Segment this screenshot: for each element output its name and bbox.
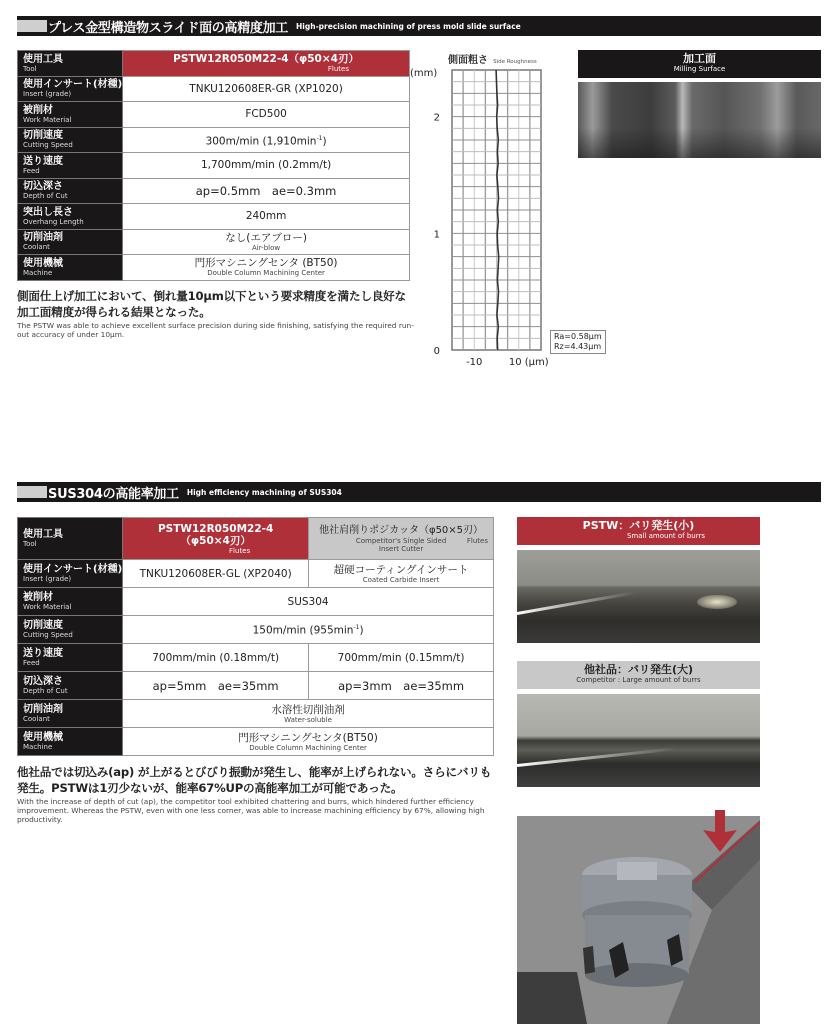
table-row (18, 76, 410, 102)
label-en: Feed (23, 166, 40, 175)
value-text (123, 108, 409, 120)
value-text (123, 257, 409, 269)
pstw-tool-spec: （φ50×4刃） (180, 534, 251, 547)
table-row-speed (18, 616, 494, 644)
table-row-tool (18, 518, 494, 560)
value-main: ap=0.5mm ae=0.3mm (195, 183, 337, 198)
row-label (18, 153, 123, 179)
pstw-tool-cell (123, 518, 309, 560)
competitor-sub1: Competitor's Single Sided (355, 536, 447, 545)
cutter-illustration (517, 800, 760, 1024)
label-jp: 使用インサート(材種) (23, 564, 123, 575)
row-label (18, 728, 123, 756)
competitor-burr-title: 他社品：バリ発生(大) (583, 663, 694, 676)
row-value (123, 76, 410, 102)
value-text (123, 83, 409, 95)
header-swatch (17, 20, 47, 32)
cutter-body (582, 857, 692, 987)
row-label (18, 204, 123, 230)
table-row (18, 204, 410, 230)
label-jp: 使用工具 (23, 529, 63, 540)
label-en: Work Material (23, 115, 72, 124)
table-row-depth (18, 672, 494, 700)
value-text (123, 185, 409, 197)
pstw-feed-cell (123, 644, 309, 672)
label-en: Coolant (23, 715, 50, 723)
label-en: Work Material (23, 603, 72, 611)
x-tick-label: 10 (μm) (508, 357, 549, 368)
label-jp: 使用工具 (23, 53, 63, 65)
pstw-depth-cell (123, 672, 309, 700)
label-en: Coolant (23, 243, 50, 252)
y-tick-label: 0 (433, 346, 440, 357)
competitor-burr-header (517, 661, 760, 689)
label-jp: 使用機械 (23, 732, 63, 743)
table-row-feed (18, 644, 494, 672)
row-label (18, 518, 123, 560)
competitor-insert: 超硬コーティングインサート (333, 563, 469, 576)
value-sub: Flutes (327, 65, 349, 74)
label-en: Depth of Cut (23, 687, 68, 695)
competitor-burr-subtitle: Competitor : Large amount of burrs (576, 676, 701, 684)
competitor-insert-en: Coated Carbide Insert (362, 575, 440, 584)
rz-value: Rz=4.43μm (554, 342, 602, 351)
competitor-burr-photo (517, 694, 760, 787)
label-jp: 送り速度 (23, 648, 63, 659)
x-tick-label: -10 (466, 357, 483, 368)
section2-subtitle: High efficiency machining of SUS304 (186, 487, 342, 497)
row-value (123, 229, 410, 255)
milling-surface-header (578, 50, 821, 78)
competitor-flutes-label: Flutes (466, 536, 488, 545)
pstw-flutes-label: Flutes (229, 546, 251, 555)
section1-title: プレス金型構造物スライド面の高精度加工 (48, 20, 289, 36)
label-jp: 切込深さ (23, 181, 63, 193)
pstw-feed: 700mm/min (0.18mm/t) (152, 651, 280, 664)
table-row (18, 255, 410, 281)
label-jp: 切削油剤 (23, 704, 63, 715)
label-jp: 切削速度 (23, 130, 63, 142)
competitor-tool-cell (309, 518, 494, 560)
row-value (123, 204, 410, 230)
roughness-plot (410, 46, 570, 376)
value-sup: -1 (316, 134, 323, 142)
section2-spec-table (17, 517, 494, 756)
table-row (18, 51, 410, 77)
label-jp: 使用インサート(材種) (23, 79, 123, 91)
label-jp: 使用機械 (23, 257, 63, 269)
machine-cell (123, 728, 494, 756)
value-main: 門形マシニングセンタ (BT50) (194, 257, 338, 270)
milling-surface-subtitle: Milling Surface (673, 65, 726, 73)
machine-value: 門形マシニングセンタ(BT50) (238, 731, 378, 744)
chart-title-jp: 側面粗さ (448, 55, 488, 66)
table-row (18, 127, 410, 153)
row-label (18, 229, 123, 255)
row-label (18, 672, 123, 700)
row-value (123, 153, 410, 179)
value-main: TNKU120608ER-GR (XP1020) (189, 82, 343, 95)
competitor-sub-line (309, 537, 493, 545)
row-label (18, 76, 123, 102)
value-main: 300m/min (1,910min (205, 135, 317, 147)
value-text (123, 210, 409, 222)
competitor-sub2: Insert Cutter (378, 544, 424, 553)
coolant-cell (123, 700, 494, 728)
value-text (123, 232, 409, 244)
label-en: Insert (grade) (23, 575, 72, 583)
milling-surface-photo (578, 82, 821, 158)
value-main: 1,700mm/min (0.2mm/t) (200, 159, 332, 172)
table-row-insert (18, 560, 494, 588)
row-label (18, 127, 123, 153)
y-tick-label: 1 (433, 229, 440, 241)
value-sub: Air-blow (252, 243, 281, 252)
row-value (123, 51, 410, 77)
row-label (18, 51, 123, 77)
row-label (18, 616, 123, 644)
label-en: Machine (23, 743, 53, 751)
row-value (123, 178, 410, 204)
section1-note-jp: 側面仕上げ加工において、倒れ量10μm以下という要求精度を満たし良好な加工面精度が得られる結果となった。 (17, 289, 406, 319)
header-swatch (17, 486, 47, 498)
label-en: Feed (23, 659, 40, 667)
material-value: SUS304 (287, 595, 329, 608)
value-main: 240mm (245, 210, 287, 223)
section1-spec-table (17, 50, 410, 281)
table-row-machine (18, 728, 494, 756)
section1-header (17, 16, 821, 36)
pstw-insert: TNKU120608ER-GL (XP2040) (139, 567, 292, 580)
value-text (123, 53, 409, 65)
speed-value (123, 622, 493, 637)
value-main: なし(エアブロー) (225, 231, 307, 244)
machine-value-en: Double Column Machining Center (249, 743, 367, 752)
section2-header (17, 482, 821, 502)
label-jp: 被削材 (23, 104, 53, 116)
competitor-tool-name: 他社肩削りポジカッタ（φ50×5刃） (319, 524, 484, 536)
label-en: Tool (23, 64, 37, 73)
roughness-stats (550, 330, 606, 354)
label-jp: 送り速度 (23, 155, 63, 167)
section1-note-en: The PSTW was able to achieve excellent surface precision during side finishing, satisfying the required run-out accuracy of under 10μm. (17, 321, 414, 339)
roughness-chart (410, 46, 570, 376)
row-value (123, 102, 410, 128)
label-jp: 切削速度 (23, 620, 63, 631)
label-en: Machine (23, 268, 53, 277)
value-text (123, 133, 409, 148)
y-axis-unit: (mm) (410, 68, 438, 79)
row-label (18, 644, 123, 672)
row-label (18, 255, 123, 281)
milling-surface-title: 加工面 (683, 52, 716, 65)
table-row (18, 178, 410, 204)
table-row (18, 102, 410, 128)
value-main: PSTW12R050M22-4（φ50×4刃） (173, 53, 359, 66)
section2-note-jp: 他社品では切込み(ap) が上がるとびびり振動が発生し、能率が上げられない。さらにバリも発生。PSTWは1刃少ないが、能率67%UPの高能率加工が可能であった。 (17, 765, 492, 795)
competitor-depth: ap=3mm ae=35mm (338, 678, 465, 693)
speed-sup: -1 (353, 624, 360, 632)
competitor-insert-cell (309, 560, 494, 588)
label-jp: 切削油剤 (23, 232, 63, 244)
value-main: FCD500 (245, 108, 287, 121)
row-label (18, 102, 123, 128)
workpiece-shadow (517, 972, 587, 1024)
section1-subtitle: High-precision machining of press mold slide surface (296, 21, 521, 31)
pstw-burr-photo (517, 550, 760, 643)
row-label (18, 700, 123, 728)
pstw-burr-header (517, 517, 760, 545)
label-en: Overhang Length (23, 217, 84, 226)
pstw-tool-name: PSTW12R050M22-4 (157, 522, 274, 535)
coolant-value-en: Water-soluble (284, 715, 332, 724)
label-en: Cutting Speed (23, 141, 73, 150)
label-en: Tool (23, 540, 37, 548)
y-tick-label: 2 (433, 112, 440, 124)
competitor-feed-cell (309, 644, 494, 672)
row-label (18, 560, 123, 588)
label-en: Cutting Speed (23, 631, 73, 639)
value-sub: Double Column Machining Center (207, 269, 325, 278)
row-value (123, 255, 410, 281)
row-label (18, 178, 123, 204)
section2-note-en: With the increase of depth of cut (ap), the competitor tool exhibited chattering and burrs, which hindered further efficiency improvement. Whereas the PSTW, even with one less corner, was able to increase machining efficiency by 67%, allowing high productivity. (17, 797, 485, 824)
chart-subtitle: Side Roughness (493, 59, 537, 65)
value-text (123, 159, 409, 171)
pstw-burr-subtitle: Small amount of burrs (626, 532, 705, 540)
table-row (18, 153, 410, 179)
competitor-feed: 700mm/min (0.15mm/t) (337, 651, 465, 664)
material-cell (123, 588, 494, 616)
competitor-depth-cell (309, 672, 494, 700)
coolant-value: 水溶性切削油剤 (271, 703, 345, 716)
label-en: Depth of Cut (23, 192, 68, 201)
speed-tail: ) (359, 624, 364, 637)
label-jp: 被削材 (23, 592, 53, 603)
row-label (18, 588, 123, 616)
label-jp: 突出し長さ (23, 206, 73, 218)
table-row-coolant (18, 700, 494, 728)
ra-value: Ra=0.58μm (554, 332, 602, 341)
pstw-insert-cell (123, 560, 309, 588)
pstw-depth: ap=5mm ae=35mm (152, 678, 279, 693)
section2-title: SUS304の高能率加工 (48, 486, 179, 502)
row-value (123, 127, 410, 153)
table-row-material (18, 588, 494, 616)
pstw-burr-title: PSTW：バリ発生(小) (582, 519, 695, 532)
table-row (18, 229, 410, 255)
label-jp: 切込深さ (23, 676, 63, 687)
label-en: Insert (grade) (23, 90, 72, 99)
value-tail: ) (322, 135, 327, 147)
speed-cell (123, 616, 494, 644)
speed-text: 150m/min (955min (252, 624, 354, 637)
